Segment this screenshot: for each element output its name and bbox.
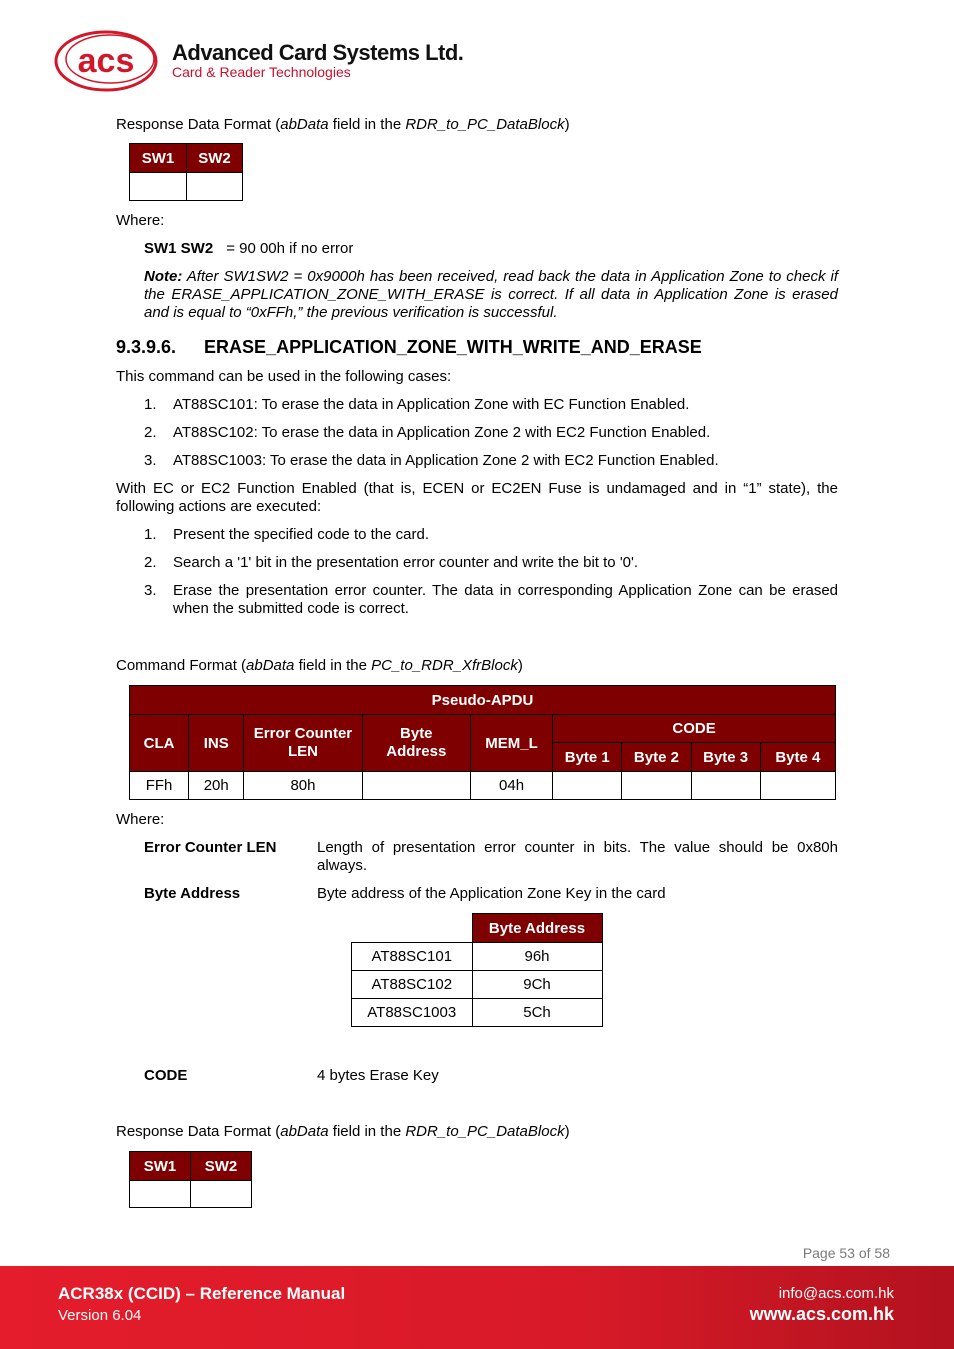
action-item-3: 3. Erase the presentation error counter. The data in corresponding Application Zone can be erased when the submitted code is correct. (144, 582, 838, 617)
mem-l-header: MEM_L (470, 715, 552, 772)
byte-address-col-header: Byte Address (472, 914, 602, 943)
sw1-header: SW1 (130, 1152, 191, 1181)
note-paragraph: Note: After SW1SW2 = 0x9000h has been received, read back the data in Application Zone to check if the ERASE_APPLICATION_ZONE_WITH_ERASE is correct. If all data in Application Zone is erased and is equal to “0xFFh,” the previous verification is successful. (144, 268, 838, 321)
byte3-value (691, 772, 760, 800)
action-item-2: 2. Search a '1' bit in the presentation error counter and write the bit to '0'. (144, 554, 639, 571)
sw2-header: SW2 (191, 1152, 252, 1181)
response-format-caption-2: Response Data Format (abData field in the RDR_to_PC_DataBlock) (116, 1123, 570, 1140)
where-label-2: Where: (116, 811, 165, 828)
byte1-header: Byte 1 (553, 743, 622, 772)
card-address: 96h (472, 943, 602, 971)
company-logo (52, 28, 162, 94)
sw1-header: SW1 (130, 144, 187, 173)
mem-l-value: 04h (470, 772, 552, 800)
ecl-definition: Length of presentation error counter in bits. The value should be 0x80h always. (317, 839, 838, 874)
case-item-2: 2. AT88SC102: To erase the data in Application Zone 2 with EC2 Function Enabled. (144, 424, 711, 441)
cla-value: FFh (130, 772, 189, 800)
card-name: AT88SC102 (352, 971, 473, 999)
ins-value: 20h (189, 772, 244, 800)
error-counter-len-value: 80h (244, 772, 362, 800)
response-format-caption: Response Data Format (abData field in the RDR_to_PC_DataBlock) (116, 116, 570, 133)
logo-text: acs (77, 42, 135, 80)
table-row (352, 971, 603, 999)
card-address: 5Ch (472, 999, 602, 1027)
case-item-1: 1. AT88SC101: To erase the data in Application Zone with EC Function Enabled. (144, 396, 690, 413)
sw1-cell (130, 173, 187, 201)
page-number: Page 53 of 58 (802, 1245, 890, 1261)
case-item-3: 3. AT88SC1003: To erase the data in Application Zone 2 with EC2 Function Enabled. (144, 452, 719, 469)
acs-logo-icon (52, 28, 162, 94)
byte-address-definition: Byte address of the Application Zone Key in the card (317, 885, 666, 902)
action-item-1: 1. Present the specified code to the card. (144, 526, 429, 543)
byte1-value (553, 772, 622, 800)
pseudo-apdu-header: Pseudo-APDU (130, 686, 836, 715)
response-table-2 (129, 1151, 252, 1208)
card-address: 9Ch (472, 971, 602, 999)
byte-address-header: Byte Address (362, 715, 470, 772)
code-definition: 4 bytes Erase Key (317, 1067, 439, 1084)
footer-bar (0, 1266, 954, 1349)
sw2-header: SW2 (187, 144, 243, 173)
company-tagline: Card & Reader Technologies (172, 64, 351, 80)
card-name: AT88SC1003 (352, 999, 473, 1027)
card-name: AT88SC101 (352, 943, 473, 971)
sw1-cell (130, 1181, 191, 1208)
footer-manual-title: ACR38x (CCID) – Reference Manual (58, 1284, 346, 1303)
company-name: Advanced Card Systems Ltd. (172, 40, 464, 65)
table-row (352, 999, 603, 1027)
table-row (130, 772, 836, 800)
intro-text: This command can be used in the following cases: (116, 368, 452, 385)
sw2-cell (191, 1181, 252, 1208)
footer-version: Version 6.04 (58, 1307, 142, 1324)
section-heading: 9.3.9.6. ERASE_APPLICATION_ZONE_WITH_WRITE_AND_ERASE (116, 337, 702, 357)
byte4-header: Byte 4 (760, 743, 835, 772)
ec-paragraph: With EC or EC2 Function Enabled (that is, ECEN or EC2EN Fuse is undamaged and in “1” state), the following actions are executed: (116, 480, 838, 515)
ecl-term: Error Counter LEN (144, 839, 277, 856)
cla-header: CLA (130, 715, 189, 772)
byte2-header: Byte 2 (622, 743, 691, 772)
empty-corner (352, 914, 473, 943)
command-format-caption: Command Format (abData field in the PC_to_RDR_XfrBlock) (116, 657, 523, 674)
code-header: CODE (553, 715, 836, 743)
where-label-1: Where: (116, 212, 165, 229)
response-table-1 (129, 143, 243, 201)
sw2-cell (187, 173, 243, 201)
byte-address-value (362, 772, 470, 800)
ins-header: INS (189, 715, 244, 772)
byte-address-table (351, 913, 603, 1027)
byte4-value (760, 772, 835, 800)
error-counter-len-header: Error Counter LEN (244, 715, 362, 772)
byte3-header: Byte 3 (691, 743, 760, 772)
sw-definition: SW1 SW2 = 90 00h if no error (144, 240, 354, 257)
footer-website[interactable]: www.acs.com.hk (749, 1304, 894, 1324)
byte2-value (622, 772, 691, 800)
code-term: CODE (144, 1067, 188, 1084)
byte-address-term: Byte Address (144, 885, 241, 902)
footer-email[interactable]: info@acs.com.hk (778, 1285, 894, 1302)
table-row (352, 943, 603, 971)
command-table (129, 685, 836, 800)
